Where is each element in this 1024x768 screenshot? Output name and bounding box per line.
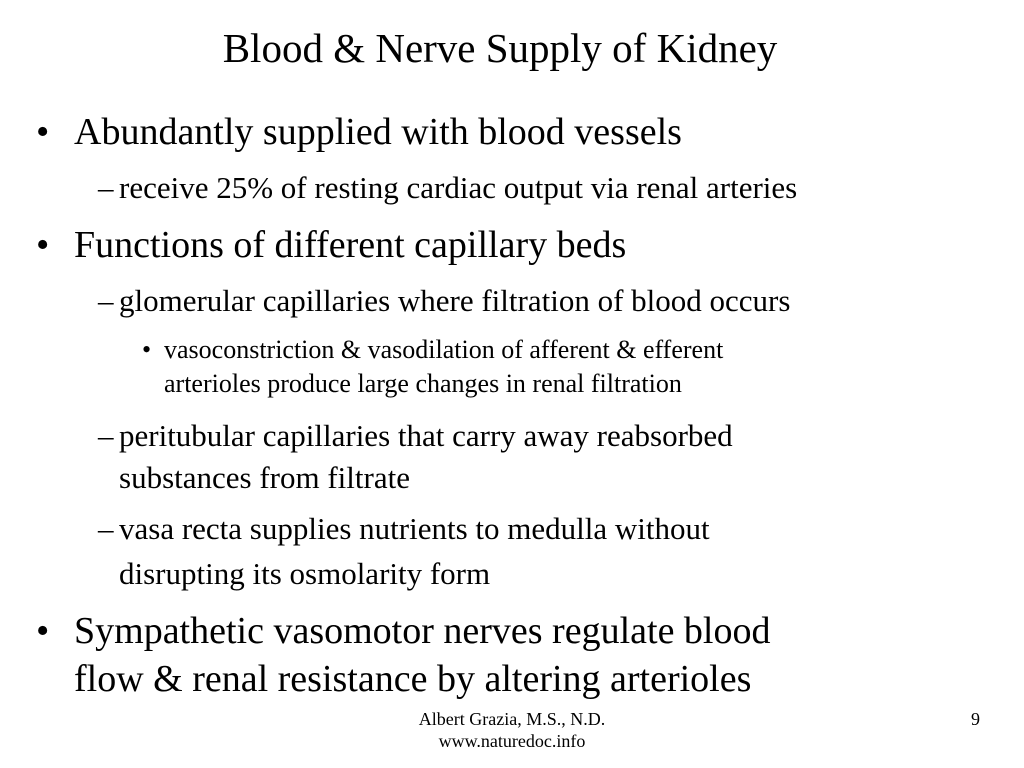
dash-marker: –: [98, 418, 114, 453]
bullet-marker: •: [36, 111, 50, 153]
bullet-text-line-2: disrupting its osmolarity form: [119, 556, 491, 591]
bullet-text: Functions of different capillary beds: [74, 224, 627, 266]
dash-marker: –: [98, 170, 114, 205]
bullet-text: Abundantly supplied with blood vessels: [74, 111, 682, 153]
dash-marker: –: [98, 511, 114, 546]
dash-marker: –: [98, 283, 114, 318]
bullet-text-line-2: substances from filtrate: [119, 460, 410, 495]
footer-website: www.naturedoc.info: [438, 731, 586, 751]
bullet-text-line-2: arterioles produce large changes in renal filtration: [164, 369, 682, 398]
bullet-marker: •: [36, 224, 50, 266]
bullet-marker: •: [36, 610, 50, 652]
page-number: 9: [971, 709, 980, 729]
bullet-text: glomerular capillaries where filtration of blood occurs: [119, 283, 791, 318]
bullet-text-line-1: Sympathetic vasomotor nerves regulate blood: [74, 610, 771, 652]
footer-credits: [362, 708, 662, 752]
bullet-marker: •: [142, 335, 152, 364]
bullet-text-line-1: peritubular capillaries that carry away reabsorbed: [119, 418, 733, 453]
bullet-text-line-1: vasoconstriction & vasodilation of afferent & efferent: [164, 335, 724, 364]
bullet-text-line-2: flow & renal resistance by altering arterioles: [74, 658, 752, 700]
footer-author: Albert Grazia, M.S., N.D.: [418, 709, 606, 729]
bullet-text: receive 25% of resting cardiac output via renal arteries: [119, 170, 798, 205]
slide-title: Blood & Nerve Supply of Kidney: [222, 25, 778, 71]
bullet-text-line-1: vasa recta supplies nutrients to medulla without: [119, 511, 710, 546]
